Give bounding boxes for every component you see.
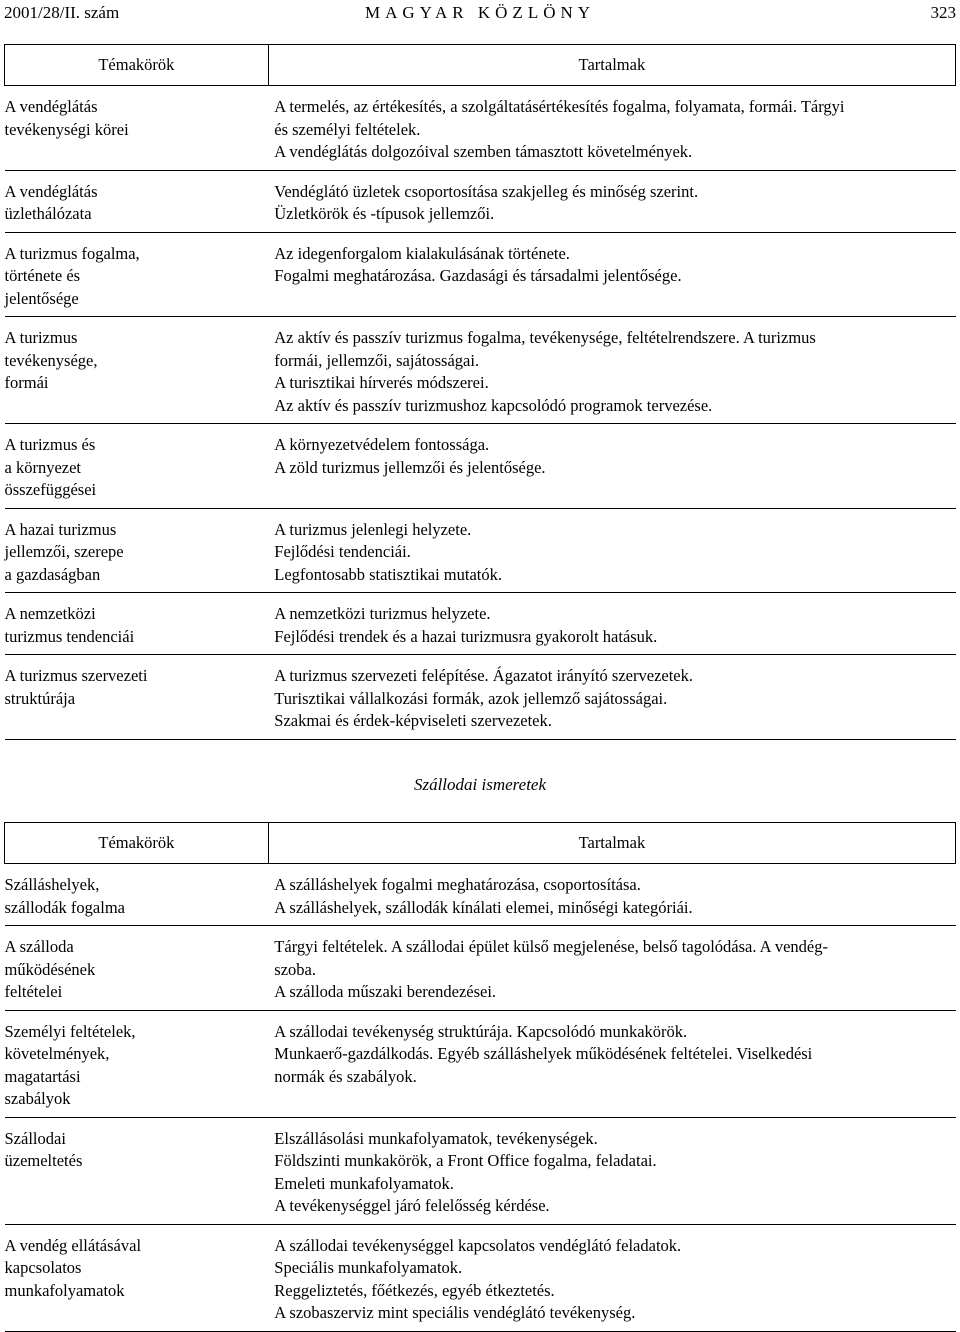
issue-number: 2001/28/II. szám bbox=[4, 3, 120, 22]
topics-table-tourism bbox=[4, 44, 956, 740]
topic-line: A vendéglátás bbox=[4, 181, 98, 201]
topic-line: a gazdaságban bbox=[4, 564, 101, 584]
content-line: szoba. bbox=[274, 959, 316, 979]
topic-line: jellemzői, szerepe bbox=[4, 542, 124, 561]
journal-title: MAGYAR KÖZLÖNY bbox=[364, 3, 596, 22]
table-row bbox=[5, 1010, 956, 1117]
topic-line: üzlethálózata bbox=[4, 204, 92, 223]
content-cell bbox=[268, 655, 955, 740]
page-header bbox=[4, 2, 956, 24]
content-line: A turizmus jelenlegi helyzete. bbox=[274, 519, 472, 539]
topic-line: A hazai turizmus bbox=[4, 519, 117, 539]
content-line: A szálláshelyek, szállodák kínálati elemei, minőségi kategóriái. bbox=[274, 897, 693, 917]
topic-cell bbox=[5, 1010, 269, 1117]
content-cell bbox=[268, 1117, 955, 1224]
content-line: Tárgyi feltételek. A szállodai épület külső megjelenése, belső tagolódása. A vendég- bbox=[274, 937, 828, 956]
topic-line: működésének bbox=[4, 959, 96, 979]
content-line: Reggeliztetés, főétkezés, egyéb étkeztetés. bbox=[274, 1280, 555, 1300]
table-row bbox=[5, 170, 956, 232]
table-row bbox=[5, 508, 956, 593]
table-row bbox=[5, 593, 956, 655]
content-line: Turisztikai vállalkozási formák, azok jellemző sajátosságai. bbox=[274, 688, 668, 708]
content-line: Az idegenforgalom kialakulásának története. bbox=[274, 243, 570, 263]
content-line: A nemzetközi turizmus helyzete. bbox=[274, 604, 491, 623]
table-row bbox=[5, 1117, 956, 1224]
content-line: A környezetvédelem fontossága. bbox=[274, 435, 490, 454]
topic-line: kapcsolatos bbox=[4, 1258, 82, 1277]
table-row bbox=[5, 864, 956, 926]
topic-cell bbox=[5, 655, 269, 740]
table-row bbox=[5, 86, 956, 171]
topic-cell bbox=[5, 232, 269, 317]
content-line: Fejlődési trendek és a hazai turizmusra gyakorolt hatásuk. bbox=[274, 626, 658, 646]
content-line: normák és szabályok. bbox=[274, 1066, 417, 1086]
table-row bbox=[5, 317, 956, 424]
topic-cell bbox=[5, 170, 269, 232]
content-line: Speciális munkafolyamatok. bbox=[274, 1258, 463, 1277]
topic-line: története és bbox=[4, 266, 81, 285]
content-line: Az aktív és passzív turizmus fogalma, tevékenysége, feltételrendszere. A turizmus bbox=[274, 328, 816, 347]
topic-line: A nemzetközi bbox=[4, 604, 96, 623]
column-header-topics: Témakörök bbox=[5, 45, 269, 86]
content-cell bbox=[268, 232, 955, 317]
column-header-topics: Témakörök bbox=[5, 823, 269, 864]
content-cell bbox=[268, 864, 955, 926]
content-line: Fogalmi meghatározása. Gazdasági és társadalmi jelentősége. bbox=[274, 266, 682, 285]
topic-cell bbox=[5, 926, 269, 1011]
content-line: Legfontosabb statisztikai mutatók. bbox=[274, 564, 503, 584]
content-line: A szobaszerviz mint speciális vendéglátó tevékenység. bbox=[274, 1303, 636, 1322]
content-line: A zöld turizmus jellemzői és jelentősége. bbox=[274, 457, 546, 477]
topic-line: követelmények, bbox=[4, 1044, 110, 1063]
topic-line: a környezet bbox=[4, 457, 81, 477]
content-line: Vendéglátó üzletek csoportosítása szakjelleg és minőség szerint. bbox=[274, 181, 699, 201]
topic-line: összefüggései bbox=[4, 480, 97, 499]
topic-line: Személyi feltételek, bbox=[4, 1021, 136, 1041]
content-line: Az aktív és passzív turizmushoz kapcsolódó programok tervezése. bbox=[274, 395, 713, 415]
topic-cell bbox=[5, 1117, 269, 1224]
topic-cell bbox=[5, 1224, 269, 1331]
table-row bbox=[5, 232, 956, 317]
content-line: A szálláshelyek fogalmi meghatározása, csoportosítása. bbox=[274, 875, 641, 894]
content-line: Földszinti munkakörök, a Front Office fogalma, feladatai. bbox=[274, 1151, 657, 1170]
content-line: A szálloda műszaki berendezései. bbox=[274, 982, 497, 1001]
content-cell bbox=[268, 593, 955, 655]
topic-line: struktúrája bbox=[4, 688, 76, 708]
topic-line: Szálláshelyek, bbox=[4, 875, 100, 894]
topic-line: A szálloda bbox=[4, 937, 74, 956]
topic-cell bbox=[5, 508, 269, 593]
content-cell bbox=[268, 86, 955, 171]
content-cell bbox=[268, 508, 955, 593]
content-line: formái, jellemzői, sajátosságai. bbox=[274, 350, 480, 370]
topic-line: A turizmus bbox=[4, 328, 78, 347]
topic-cell bbox=[5, 593, 269, 655]
content-line: A szállodai tevékenységgel kapcsolatos vendéglátó feladatok. bbox=[274, 1235, 682, 1255]
content-line: A szállodai tevékenység struktúrája. Kapcsolódó munkakörök. bbox=[274, 1021, 688, 1041]
table-row bbox=[5, 655, 956, 740]
content-line: Szakmai és érdek-képviseleti szervezetek. bbox=[274, 711, 552, 730]
content-cell bbox=[268, 1224, 955, 1331]
table-header-row bbox=[5, 823, 956, 864]
content-line: A turizmus szervezeti felépítése. Ágazatot irányító szervezetek. bbox=[274, 666, 693, 685]
topic-line: A turizmus és bbox=[4, 435, 96, 454]
content-line: Üzletkörök és -típusok jellemzői. bbox=[274, 204, 495, 223]
topic-line: formái bbox=[4, 373, 49, 392]
content-cell bbox=[268, 1010, 955, 1117]
topic-cell bbox=[5, 317, 269, 424]
content-line: A turisztikai hírverés módszerei. bbox=[274, 373, 489, 392]
column-header-contents: Tartalmak bbox=[268, 45, 955, 86]
topic-line: tevékenységi körei bbox=[4, 119, 129, 139]
topics-table-hotel bbox=[4, 822, 956, 1332]
topic-line: A vendég ellátásával bbox=[4, 1235, 142, 1255]
topic-line: turizmus tendenciái bbox=[4, 626, 135, 646]
topic-cell bbox=[5, 864, 269, 926]
topic-line: A turizmus fogalma, bbox=[4, 243, 140, 263]
content-line: és személyi feltételek. bbox=[274, 119, 421, 139]
page-number: 323 bbox=[930, 3, 956, 22]
content-line: Elszállásolási munkafolyamatok, tevékenységek. bbox=[274, 1128, 598, 1148]
content-line: A vendéglátás dolgozóival szemben támasztott követelmények. bbox=[274, 142, 693, 161]
topic-line: munkafolyamatok bbox=[4, 1280, 125, 1300]
topic-line: feltételei bbox=[4, 982, 63, 1001]
table-row bbox=[5, 926, 956, 1011]
content-line: Emeleti munkafolyamatok. bbox=[274, 1173, 454, 1193]
content-cell bbox=[268, 926, 955, 1011]
column-header-contents: Tartalmak bbox=[268, 823, 955, 864]
section-title: Szállodai ismeretek bbox=[413, 775, 547, 794]
content-line: Fejlődési tendenciái. bbox=[274, 542, 411, 561]
topic-line: Szállodai bbox=[4, 1128, 66, 1148]
topic-line: magatartási bbox=[4, 1066, 81, 1086]
topic-line: szállodák fogalma bbox=[4, 897, 125, 917]
topic-line: A turizmus szervezeti bbox=[4, 666, 148, 685]
topic-line: A vendéglátás bbox=[4, 97, 98, 116]
content-line: Munkaerő-gazdálkodás. Egyéb szálláshelyek működésének feltételei. Viselkedési bbox=[274, 1044, 813, 1063]
topic-cell bbox=[5, 424, 269, 509]
table-header-row bbox=[5, 45, 956, 86]
content-cell bbox=[268, 170, 955, 232]
topic-line: tevékenysége, bbox=[4, 350, 98, 370]
content-line: A tevékenységgel járó felelősség kérdése. bbox=[274, 1196, 550, 1215]
topic-line: szabályok bbox=[4, 1089, 71, 1108]
content-cell bbox=[268, 317, 955, 424]
content-line: A termelés, az értékesítés, a szolgáltatásértékesítés fogalma, folyamata, formái. Tárgyi bbox=[274, 97, 845, 116]
topic-line: üzemeltetés bbox=[4, 1151, 83, 1170]
table-row bbox=[5, 424, 956, 509]
topic-line: jelentősége bbox=[4, 288, 79, 308]
topic-cell bbox=[5, 86, 269, 171]
content-cell bbox=[268, 424, 955, 509]
table-row bbox=[5, 1224, 956, 1331]
